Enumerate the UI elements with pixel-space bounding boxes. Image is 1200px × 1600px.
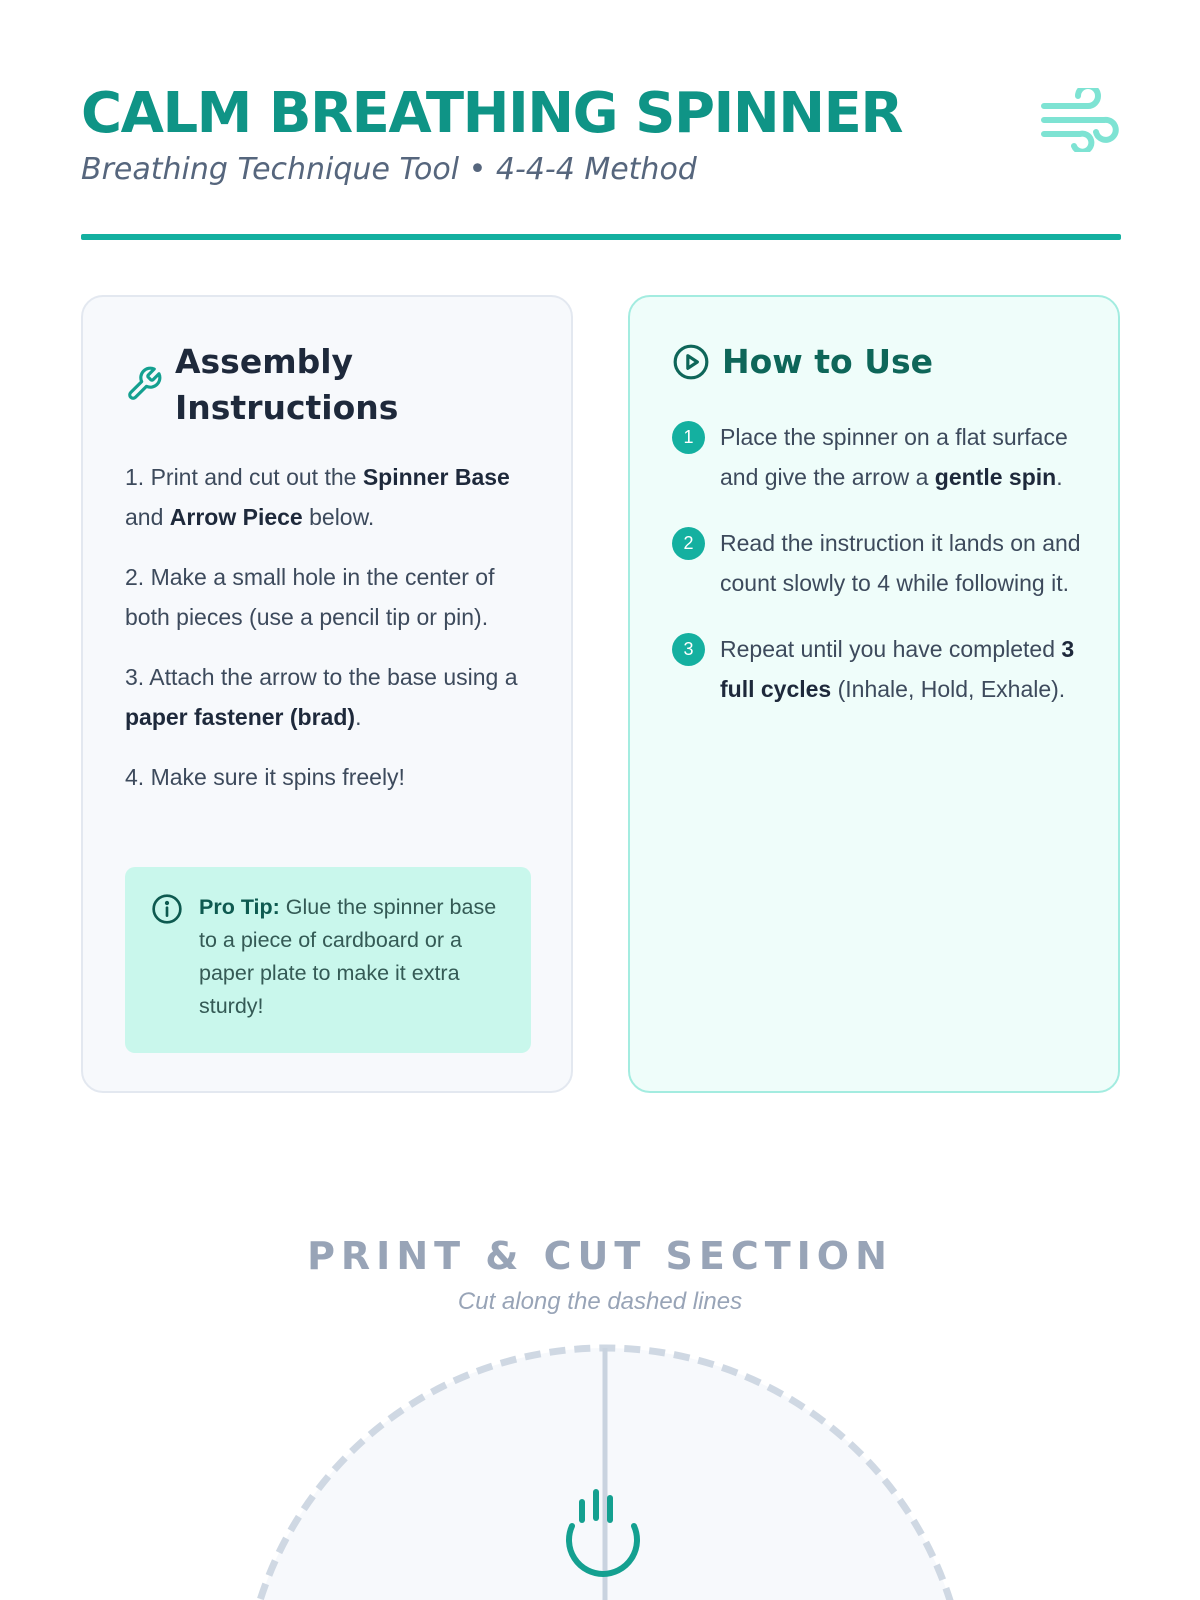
use-step-1: 1 Place the spinner on a flat surface and give the arrow a gentle spin. xyxy=(672,417,1082,497)
print-section-title: PRINT & CUT SECTION xyxy=(307,1234,893,1278)
spinner-base-cutout xyxy=(0,1340,1200,1600)
use-step-3: 3 Repeat until you have completed 3 full cycles (Inhale, Hold, Exhale). xyxy=(672,629,1082,709)
assembly-step-1: 1. Print and cut out the Spinner Base and Arrow Piece below. xyxy=(125,464,510,530)
play-circle-icon xyxy=(672,343,710,381)
step-number-badge: 2 xyxy=(672,527,705,560)
how-to-use-steps xyxy=(672,417,1082,735)
how-to-use-header xyxy=(672,339,933,385)
assembly-step-4: 4. Make sure it spins freely! xyxy=(125,764,405,790)
how-to-use-card xyxy=(628,295,1120,1093)
assembly-header xyxy=(125,339,435,431)
header-divider xyxy=(81,234,1121,240)
assembly-title: Assembly Instructions xyxy=(175,342,399,427)
wrench-icon xyxy=(125,365,163,403)
page-subtitle: Breathing Technique Tool • 4-4-4 Method xyxy=(81,152,697,187)
how-to-use-title: How to Use xyxy=(722,342,934,381)
use-step-2: 2 Read the instruction it lands on and count slowly to 4 while following it. xyxy=(672,523,1082,603)
pro-tip-text: Glue the spinner base to a piece of cardboard or a paper plate to make it extra sturdy! xyxy=(199,895,497,1018)
assembly-steps xyxy=(125,457,533,817)
step-number-badge: 3 xyxy=(672,633,705,666)
assembly-card xyxy=(81,295,573,1093)
print-section-subtitle: Cut along the dashed lines xyxy=(457,1288,743,1315)
info-icon xyxy=(151,893,183,925)
pro-tip-label: Pro Tip: xyxy=(199,895,280,919)
page-header xyxy=(81,82,1121,187)
wind-icon xyxy=(1040,88,1120,152)
assembly-step-2: 2. Make a small hole in the center of both pieces (use a pencil tip or pin). xyxy=(125,564,495,630)
page-title: CALM BREATHING SPINNER xyxy=(81,81,902,146)
pro-tip-box xyxy=(125,867,531,1053)
step-number-badge: 1 xyxy=(672,421,705,454)
assembly-step-3: 3. Attach the arrow to the base using a paper fastener (brad). xyxy=(125,664,518,730)
